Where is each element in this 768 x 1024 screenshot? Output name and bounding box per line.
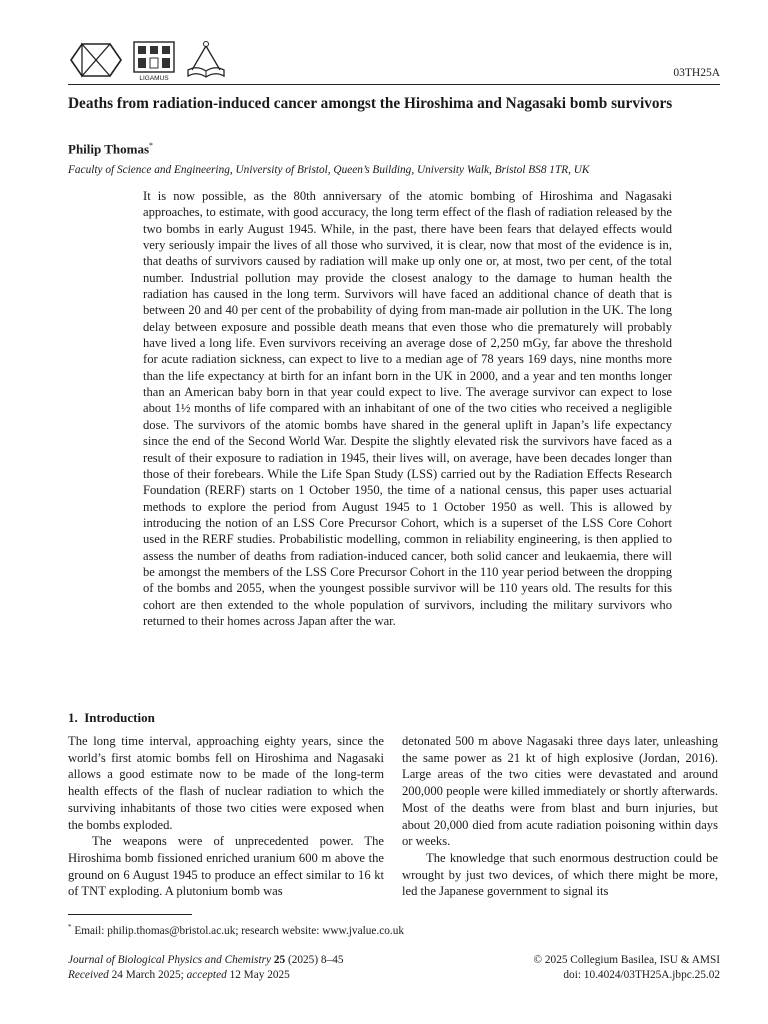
abstract: It is now possible, as the 80th anniversary of the atomic bombing of Hiroshima and Nagasaki approaches, to estimate, with good accuracy, the long term effect of the flash of radiation released by the two bombs in early August 1945. While, in the past, there have been fears that delayed effects would very seriously impair the lives of all those who survived, it is clear, now that most of the evidence is in, that deaths of survivors caused by radiation will make up only one or, at most, two per cent, of the total number. Industrial pollution may provide the closest analogy to the damage to human health the radiation has caused in the long term. Survivors will have faced an additional chance of death that is between 20 and 40 per cent of the probability of dying from man-made air pollution in the UK. The long delay between exposure and possible death means that even those who die prematurely will probably have lived a long life. Even survivors receiving an average dose of 2,250 mGy, far above the threshold for acute radiation sickness, can expect to live to a median age of 78 years 169 days, nine months more than the life expectancy at birth for an infant born in the UK in 2000, and a year and ten months longer than an American baby born in that year could expect to live. The average survivor can expect to lose about 1½ months of life compared with an inhabitant of one of the two cities who received a negligible dose. The survivors of the atomic bombs have shared in the general uplift in Japan’s life expectancy since the end of the Second World War. Despite the slightly elevated risk the survivors have faced as a result of their exposure to radiation in 1945, their lives will, on average, have been decades longer than those of their forebears. While the Life Span Study (LSS) carried out by the Radiation Effects Research Foundation (RERF) starts on 1 October 1950, the time of a national census, this paper uses actuarial methods to explore the period from August 1945 to 1 October 1950 as well. This is allowed by introducing the notion of an LSS Core Precursor Cohort, which is a superset of the LSS Core Cohort used in the RERF studies. Probabilistic modelling, common in reliability engineering, is then applied to assess the number of deaths from radiation-induced cancer, both solid cancer and leukaemia, there will be amongst the members of the LSS Core Precursor Cohort in the 110 year period between the dropping of the bombs and 2055, when the youngest possible survivor will be 110 years old. The results for this cohort are then extended to the whole population of survivors, including the military survivors who returned to their homes across Japan after the war. [143,189,672,628]
journal-name: Journal of Biological Physics and Chemistry [68,954,272,966]
section-heading [68,710,155,726]
journal-info [68,953,344,983]
footnote-text: Email: philip.thomas@bristol.ac.uk; research website: www.jvalue.co.uk [74,924,404,937]
header-rule [68,84,720,85]
author-footnote-mark: * [149,141,154,150]
journal-volume: 25 [273,954,286,966]
received-label: Received [68,969,109,981]
section-title: Introduction [84,710,155,725]
footnote-mark: * [68,923,72,931]
hexagon-cube-logo [68,40,124,80]
ligamus-logo-text: LIGAMUS [139,75,169,82]
received-date: 24 March 2025; [111,969,184,981]
article-code: 03TH25A [673,67,720,79]
publisher-info [533,953,720,983]
body-column-left [68,733,384,900]
footnote [68,923,404,937]
journal-year-pages: (2025) 8–45 [287,954,344,966]
author [68,141,153,157]
footnote-rule [68,914,192,915]
accepted-date: 12 May 2025 [229,969,290,981]
copyright: © 2025 Collegium Basilea, ISU & AMSI [533,954,720,966]
section-number: 1. [68,710,78,725]
header-logos [68,40,258,82]
accepted-label: accepted [186,969,227,981]
paragraph: The long time interval, approaching eighty years, since the world’s first atomic bombs fell on Hiroshima and Nagasaki allows a good estimate now to be made of the long-term health effects of the flash of nuclear radiation to which the surviving inhabitants of those two cities were exposed when the bombs exploded. [68,734,384,832]
ligamus-building-logo [132,40,176,82]
paragraph: detonated 500 m above Nagasaki three days later, unleashing the same power as 21 kt of high explosive (Jordan, 2016). Large areas of the two cities were devastated and around 200,000 people were killed immediately or shortly afterwards. Most of the deaths were from blast and burn injuries, but about 20,000 died from acute radiation poisoning within days or weeks. [402,734,718,849]
article-title: Deaths from radiation-induced cancer amongst the Hiroshima and Nagasaki bomb survivors [68,95,673,112]
paragraph: The weapons were of unprecedented power. The Hiroshima bomb fissioned enriched uranium 600 m above the ground on 6 August 1945 to produce an effect similar to 16 kt of TNT exploding. A plutonium bomb was [68,834,384,899]
open-book-pyramid-logo [182,40,230,82]
author-name: Philip Thomas [68,141,150,157]
doi: doi: 10.4024/03TH25A.jbpc.25.02 [563,969,720,981]
affiliation: Faculty of Science and Engineering, University of Bristol, Queen’s Building, University Walk, Bristol BS8 1TR, UK [68,164,590,176]
paragraph: The knowledge that such enormous destruction could be wrought by just two devices, of which there might be more, led the Japanese government to signal its [402,850,718,899]
body-column-right [402,733,718,900]
